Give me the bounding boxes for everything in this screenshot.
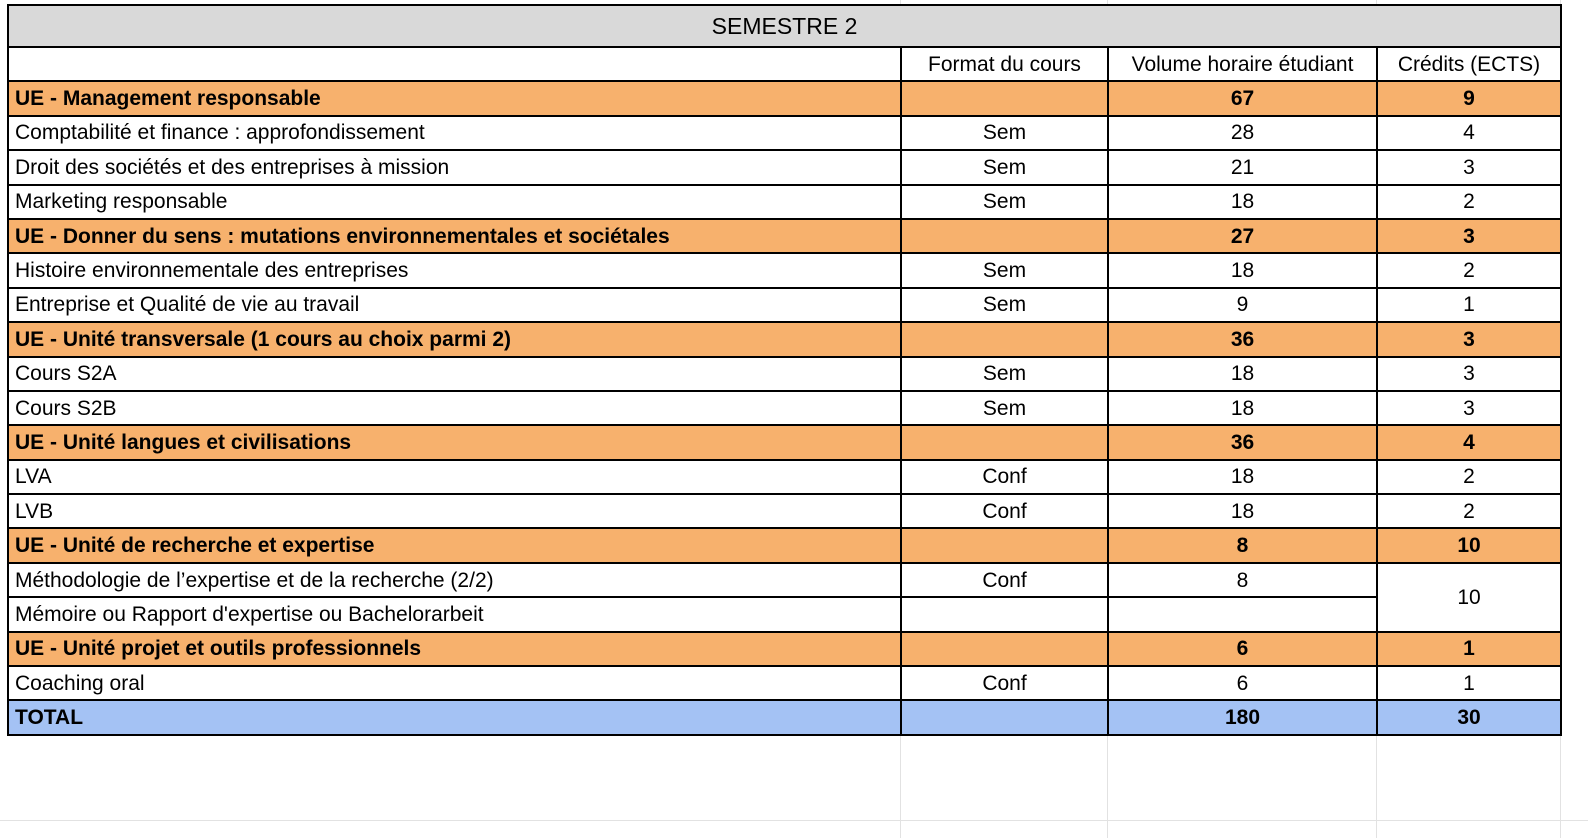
row-credits-cell[interactable]: 2	[1377, 185, 1561, 219]
header-volume[interactable]: Volume horaire étudiant	[1108, 47, 1377, 81]
row-credits-cell[interactable]: 2	[1377, 253, 1561, 287]
row-format-cell[interactable]: Sem	[901, 288, 1108, 322]
row-label-cell[interactable]: UE - Donner du sens : mutations environnementales et sociétales	[8, 219, 901, 253]
row-label-cell[interactable]: Marketing responsable	[8, 185, 901, 219]
row-format-cell[interactable]	[901, 81, 1108, 115]
row-volume-cell[interactable]: 67	[1108, 81, 1377, 115]
ue-row	[8, 528, 1561, 562]
row-format-cell[interactable]: Conf	[901, 460, 1108, 494]
row-credits-cell[interactable]: 1	[1377, 666, 1561, 700]
course-row	[8, 116, 1561, 150]
row-volume-cell[interactable]: 6	[1108, 666, 1377, 700]
row-volume-cell[interactable]: 180	[1108, 700, 1377, 734]
row-credits-cell[interactable]: 4	[1377, 116, 1561, 150]
ue-row	[8, 81, 1561, 115]
row-label-cell[interactable]: UE - Unité projet et outils professionnels	[8, 632, 901, 666]
course-row	[8, 597, 1561, 631]
row-volume-cell[interactable]: 28	[1108, 116, 1377, 150]
row-label-cell[interactable]: LVA	[8, 460, 901, 494]
row-credits-cell[interactable]: 3	[1377, 357, 1561, 391]
ue-row	[8, 425, 1561, 459]
row-credits-cell[interactable]: 1	[1377, 632, 1561, 666]
row-volume-cell[interactable]: 9	[1108, 288, 1377, 322]
row-label-cell[interactable]: Coaching oral	[8, 666, 901, 700]
row-volume-cell[interactable]: 18	[1108, 391, 1377, 425]
ue-row	[8, 632, 1561, 666]
row-format-cell[interactable]	[901, 700, 1108, 734]
row-credits-cell[interactable]: 1	[1377, 288, 1561, 322]
header-label-cell[interactable]	[8, 47, 901, 81]
row-volume-cell[interactable]: 8	[1108, 528, 1377, 562]
row-label-cell[interactable]: Comptabilité et finance : approfondissement	[8, 116, 901, 150]
title-row	[8, 5, 1561, 47]
course-row	[8, 185, 1561, 219]
row-volume-cell[interactable]: 18	[1108, 357, 1377, 391]
row-label-cell[interactable]: UE - Management responsable	[8, 81, 901, 115]
row-volume-cell[interactable]: 21	[1108, 150, 1377, 184]
row-format-cell[interactable]: Sem	[901, 150, 1108, 184]
ue-row	[8, 219, 1561, 253]
row-credits-cell[interactable]: 2	[1377, 460, 1561, 494]
row-format-cell[interactable]	[901, 632, 1108, 666]
semester-title[interactable]: SEMESTRE 2	[8, 5, 1561, 47]
row-label-cell[interactable]: UE - Unité transversale (1 cours au choix parmi 2)	[8, 322, 901, 356]
row-volume-cell[interactable]: 18	[1108, 253, 1377, 287]
row-format-cell[interactable]: Conf	[901, 563, 1108, 597]
course-row	[8, 391, 1561, 425]
row-volume-cell[interactable]: 18	[1108, 494, 1377, 528]
row-format-cell[interactable]	[901, 528, 1108, 562]
row-label-cell[interactable]: Mémoire ou Rapport d'expertise ou Bachelorarbeit	[8, 597, 901, 631]
row-volume-cell[interactable]: 27	[1108, 219, 1377, 253]
course-row	[8, 150, 1561, 184]
row-label-cell[interactable]: LVB	[8, 494, 901, 528]
row-credits-cell[interactable]: 10	[1377, 528, 1561, 562]
row-label-cell[interactable]: UE - Unité langues et civilisations	[8, 425, 901, 459]
row-label-cell[interactable]: TOTAL	[8, 700, 901, 734]
course-row	[8, 288, 1561, 322]
row-label-cell[interactable]: Cours S2B	[8, 391, 901, 425]
row-credits-cell[interactable]: 3	[1377, 219, 1561, 253]
row-format-cell[interactable]	[901, 597, 1108, 631]
total-row	[8, 700, 1561, 734]
row-volume-cell[interactable]: 36	[1108, 425, 1377, 459]
header-credits[interactable]: Crédits (ECTS)	[1377, 47, 1561, 81]
row-label-cell[interactable]: Histoire environnementale des entreprises	[8, 253, 901, 287]
row-credits-cell[interactable]: 30	[1377, 700, 1561, 734]
row-volume-cell[interactable]: 18	[1108, 185, 1377, 219]
row-label-cell[interactable]: Droit des sociétés et des entreprises à mission	[8, 150, 901, 184]
row-format-cell[interactable]	[901, 219, 1108, 253]
course-row	[8, 253, 1561, 287]
course-row	[8, 666, 1561, 700]
row-credits-cell[interactable]: 3	[1377, 322, 1561, 356]
row-label-cell[interactable]: Méthodologie de l’expertise et de la recherche (2/2)	[8, 563, 901, 597]
row-credits-cell[interactable]: 10	[1377, 563, 1561, 632]
row-format-cell[interactable]: Sem	[901, 357, 1108, 391]
row-format-cell[interactable]: Conf	[901, 494, 1108, 528]
row-format-cell[interactable]: Conf	[901, 666, 1108, 700]
ue-row	[8, 322, 1561, 356]
row-volume-cell[interactable]: 6	[1108, 632, 1377, 666]
course-row	[8, 563, 1561, 597]
row-credits-cell[interactable]: 2	[1377, 494, 1561, 528]
row-format-cell[interactable]: Sem	[901, 391, 1108, 425]
course-row	[8, 460, 1561, 494]
course-row	[8, 357, 1561, 391]
row-credits-cell[interactable]: 3	[1377, 391, 1561, 425]
row-credits-cell[interactable]: 4	[1377, 425, 1561, 459]
row-volume-cell[interactable]: 18	[1108, 460, 1377, 494]
row-volume-cell[interactable]	[1108, 597, 1377, 631]
row-credits-cell[interactable]: 9	[1377, 81, 1561, 115]
row-format-cell[interactable]: Sem	[901, 185, 1108, 219]
row-credits-cell[interactable]: 3	[1377, 150, 1561, 184]
semester-table	[7, 4, 1562, 736]
row-volume-cell[interactable]: 36	[1108, 322, 1377, 356]
row-format-cell[interactable]	[901, 322, 1108, 356]
course-row	[8, 494, 1561, 528]
row-label-cell[interactable]: UE - Unité de recherche et expertise	[8, 528, 901, 562]
header-format[interactable]: Format du cours	[901, 47, 1108, 81]
header-row	[8, 47, 1561, 81]
row-label-cell[interactable]: Entreprise et Qualité de vie au travail	[8, 288, 901, 322]
row-format-cell[interactable]: Sem	[901, 253, 1108, 287]
row-volume-cell[interactable]: 8	[1108, 563, 1377, 597]
row-label-cell[interactable]: Cours S2A	[8, 357, 901, 391]
row-format-cell[interactable]: Sem	[901, 116, 1108, 150]
row-format-cell[interactable]	[901, 425, 1108, 459]
